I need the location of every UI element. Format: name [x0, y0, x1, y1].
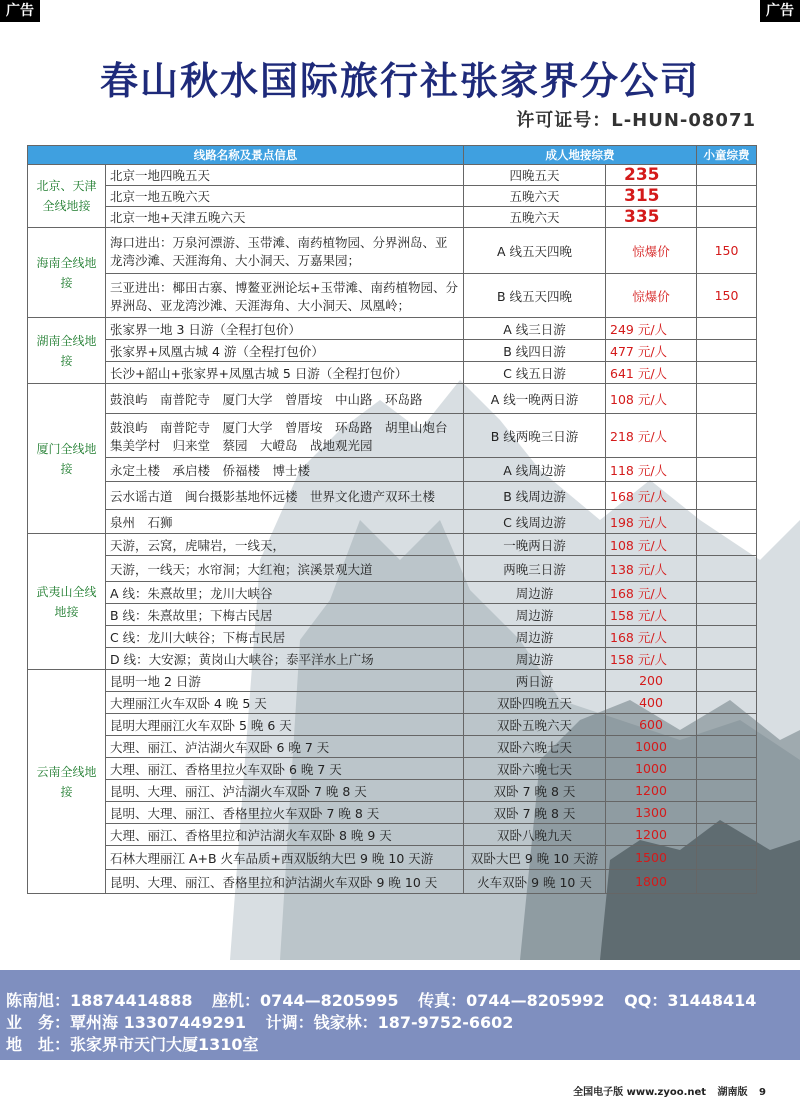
table-row — [28, 626, 757, 648]
child-price-cell — [697, 824, 757, 846]
child-price-cell — [697, 207, 757, 228]
adult-price-cell: 200 — [606, 670, 697, 692]
table-row — [28, 758, 757, 780]
license-number: 许可证号：L-HUN-08071 — [516, 110, 756, 131]
region-label: 北京、天津全线地接 — [28, 165, 106, 228]
package-cell: C 线周边游 — [464, 510, 606, 534]
child-price-cell — [697, 780, 757, 802]
adult-price-cell: 108 元/人 — [606, 384, 697, 414]
package-cell: 四晚五天 — [464, 165, 606, 186]
table-row — [28, 165, 757, 186]
adult-price-cell: 168 元/人 — [606, 582, 697, 604]
child-price-cell — [697, 692, 757, 714]
route-cell: 泉州 石狮 — [106, 510, 464, 534]
package-cell: 火车双卧 9 晚 10 天 — [464, 870, 606, 894]
child-price-cell — [697, 648, 757, 670]
route-cell: 三亚进出：椰田古寨、博鳌亚洲论坛+玉带滩、南药植物园、分界洲岛、亚龙湾沙滩、天涯海角、大小洞天、凤凰岭； — [106, 274, 464, 318]
package-cell: 双卧四晚五天 — [464, 692, 606, 714]
table-row — [28, 556, 757, 582]
route-cell: 昆明、大理、丽江、香格里拉火车双卧 7 晚 8 天 — [106, 802, 464, 824]
route-cell: 鼓浪屿 南普陀寺 厦门大学 曾厝垵 环岛路 胡里山炮台 集美学村 归来堂 蔡园 大嶝岛 战地观光园 — [106, 414, 464, 458]
route-cell: 北京一地+天津五晚六天 — [106, 207, 464, 228]
child-price-cell: 150 — [697, 228, 757, 274]
route-cell: 永定土楼 承启楼 侨福楼 博士楼 — [106, 458, 464, 482]
package-cell: 双卧八晚九天 — [464, 824, 606, 846]
adult-price-cell: 600 — [606, 714, 697, 736]
adult-price-cell: 641 元/人 — [606, 362, 697, 384]
adult-price-cell: 108 元/人 — [606, 534, 697, 556]
child-price-cell — [697, 510, 757, 534]
package-cell: B 线四日游 — [464, 340, 606, 362]
package-cell: B 线周边游 — [464, 482, 606, 510]
child-price-cell — [697, 186, 757, 207]
contact-line-3 — [6, 1034, 796, 1056]
child-price-cell — [697, 714, 757, 736]
route-cell: 大理、丽江、泸沽湖火车双卧 6 晚 7 天 — [106, 736, 464, 758]
child-price-cell — [697, 758, 757, 780]
child-price-cell — [697, 670, 757, 692]
region-label: 武夷山全线地接 — [28, 534, 106, 670]
table-row — [28, 228, 757, 274]
region-label: 海南全线地接 — [28, 228, 106, 318]
table-row — [28, 414, 757, 458]
route-cell: 张家界一地 3 日游（全程打包价） — [106, 318, 464, 340]
package-cell: A 线三日游 — [464, 318, 606, 340]
package-cell: C 线五日游 — [464, 362, 606, 384]
table-row — [28, 870, 757, 894]
route-cell: 鼓浪屿 南普陀寺 厦门大学 曾厝垵 中山路 环岛路 — [106, 384, 464, 414]
adult-price-cell: 1800 — [606, 870, 697, 894]
adult-price-cell: 1200 — [606, 824, 697, 846]
adult-price-cell: 1000 — [606, 758, 697, 780]
adult-price-cell: 惊爆价 — [606, 274, 697, 318]
adult-price-cell: 1300 — [606, 802, 697, 824]
route-cell: 张家界+凤凰古城 4 游（全程打包价） — [106, 340, 464, 362]
route-cell: 大理丽江火车双卧 4 晚 5 天 — [106, 692, 464, 714]
table-row — [28, 692, 757, 714]
footer-edition: 湖南版 — [717, 1087, 748, 1098]
contact-sales: 业 务：覃州海 13307449291 — [6, 1013, 247, 1032]
package-cell: 五晚六天 — [464, 186, 606, 207]
adult-price-cell: 118 元/人 — [606, 458, 697, 482]
route-cell: 天游，一线天；水帘洞；大红袍；滨溪景观大道 — [106, 556, 464, 582]
route-cell: 昆明、大理、丽江、泸沽湖火车双卧 7 晚 8 天 — [106, 780, 464, 802]
header-adult-fee: 成人地接综费 — [464, 146, 697, 165]
child-price-cell — [697, 340, 757, 362]
adult-price-cell: 168 元/人 — [606, 482, 697, 510]
table-row — [28, 482, 757, 510]
route-cell: 天游，云窝，虎啸岩，一线天， — [106, 534, 464, 556]
region-label: 湖南全线地接 — [28, 318, 106, 384]
page-title: 春山秋水国际旅行社张家界分公司 — [99, 59, 700, 103]
table-row — [28, 186, 757, 207]
route-cell: 石林大理丽江 A+B 火车品质+西双版纳大巴 9 晚 10 天游 — [106, 846, 464, 870]
package-cell: 双卧 7 晚 8 天 — [464, 802, 606, 824]
table-row — [28, 824, 757, 846]
table-row — [28, 802, 757, 824]
adult-price-cell: 218 元/人 — [606, 414, 697, 458]
region-label: 厦门全线地接 — [28, 384, 106, 534]
table-row — [28, 458, 757, 482]
adult-price-cell: 158 元/人 — [606, 648, 697, 670]
child-price-cell — [697, 870, 757, 894]
route-cell: 大理、丽江、香格里拉火车双卧 6 晚 7 天 — [106, 758, 464, 780]
route-cell: 北京一地五晚六天 — [106, 186, 464, 207]
package-cell: 两晚三日游 — [464, 556, 606, 582]
table-row — [28, 648, 757, 670]
table-row — [28, 274, 757, 318]
package-cell: 周边游 — [464, 604, 606, 626]
table-row — [28, 846, 757, 870]
header-child-fee: 小童综费 — [697, 146, 757, 165]
table-row — [28, 714, 757, 736]
child-price-cell — [697, 458, 757, 482]
table-row — [28, 318, 757, 340]
package-cell: 双卧大巴 9 晚 10 天游 — [464, 846, 606, 870]
header-route: 线路名称及景点信息 — [28, 146, 464, 165]
adult-price-cell: 158 元/人 — [606, 604, 697, 626]
package-cell: 双卧六晚七天 — [464, 758, 606, 780]
table-row — [28, 582, 757, 604]
adult-price-cell: 235 — [606, 165, 697, 186]
adult-price-cell: 1000 — [606, 736, 697, 758]
table-row — [28, 736, 757, 758]
child-price-cell — [697, 414, 757, 458]
route-cell: 昆明一地 2 日游 — [106, 670, 464, 692]
adult-price-cell: 1500 — [606, 846, 697, 870]
child-price-cell: 150 — [697, 274, 757, 318]
package-cell: B 线两晚三日游 — [464, 414, 606, 458]
child-price-cell — [697, 736, 757, 758]
package-cell: 周边游 — [464, 648, 606, 670]
adult-price-cell: 138 元/人 — [606, 556, 697, 582]
child-price-cell — [697, 626, 757, 648]
adult-price-cell: 315 — [606, 186, 697, 207]
route-cell: A 线：朱熹故里；龙川大峡谷 — [106, 582, 464, 604]
child-price-cell — [697, 534, 757, 556]
package-cell: 双卧六晚七天 — [464, 736, 606, 758]
table-row — [28, 780, 757, 802]
route-cell: B 线：朱熹故里；下梅古民居 — [106, 604, 464, 626]
table-row — [28, 340, 757, 362]
route-cell: 昆明、大理、丽江、香格里拉和泸沽湖火车双卧 9 晚 10 天 — [106, 870, 464, 894]
adult-price-cell: 249 元/人 — [606, 318, 697, 340]
contact-block — [6, 990, 796, 1056]
adult-price-cell: 477 元/人 — [606, 340, 697, 362]
adult-price-cell: 168 元/人 — [606, 626, 697, 648]
child-price-cell — [697, 384, 757, 414]
table-row — [28, 510, 757, 534]
adult-price-cell: 惊爆价 — [606, 228, 697, 274]
footer-page-number: 9 — [759, 1087, 766, 1098]
package-cell: 双卧五晚六天 — [464, 714, 606, 736]
ad-tag-right: 广告 — [760, 0, 800, 22]
package-cell: 五晚六天 — [464, 207, 606, 228]
route-cell: 云水谣古道 闽台摄影基地怀远楼 世界文化遗产双环土楼 — [106, 482, 464, 510]
child-price-cell — [697, 482, 757, 510]
package-cell: A 线一晚两日游 — [464, 384, 606, 414]
table-header-row — [28, 146, 757, 165]
package-cell: B 线五天四晚 — [464, 274, 606, 318]
contact-name-mobile: 陈南旭：18874414888 — [6, 991, 193, 1010]
table-row — [28, 604, 757, 626]
package-cell: 一晚两日游 — [464, 534, 606, 556]
contact-fax: 传真：0744—8205992 — [418, 991, 605, 1010]
ad-tag-left: 广告 — [0, 0, 40, 22]
child-price-cell — [697, 582, 757, 604]
child-price-cell — [697, 318, 757, 340]
package-cell: 两日游 — [464, 670, 606, 692]
contact-address: 地 址：张家界市天门大厦1310室 — [6, 1035, 259, 1054]
route-cell: D 线：大安源；黄岗山大峡谷；泰平洋水上广场 — [106, 648, 464, 670]
route-cell: 大理、丽江、香格里拉和泸沽湖火车双卧 8 晚 9 天 — [106, 824, 464, 846]
contact-planner: 计调：钱家林：187-9752-6602 — [265, 1013, 514, 1032]
child-price-cell — [697, 604, 757, 626]
package-cell: 周边游 — [464, 626, 606, 648]
route-cell: 海口进出：万泉河漂游、玉带滩、南药植物园、分界洲岛、亚龙湾沙滩、天涯海角、大小洞天、万嘉果园； — [106, 228, 464, 274]
route-cell: 昆明大理丽江火车双卧 5 晚 6 天 — [106, 714, 464, 736]
region-label: 云南全线地接 — [28, 670, 106, 894]
table-body — [28, 165, 757, 894]
table-row — [28, 384, 757, 414]
table-row — [28, 670, 757, 692]
tour-price-table — [27, 145, 757, 894]
table-row — [28, 207, 757, 228]
adult-price-cell: 1200 — [606, 780, 697, 802]
table-row — [28, 534, 757, 556]
child-price-cell — [697, 362, 757, 384]
contact-line-1 — [6, 990, 796, 1012]
contact-line-2 — [6, 1012, 796, 1034]
package-cell: 双卧 7 晚 8 天 — [464, 780, 606, 802]
child-price-cell — [697, 802, 757, 824]
child-price-cell — [697, 165, 757, 186]
contact-landline: 座机：0744—8205995 — [212, 991, 399, 1010]
package-cell: A 线五天四晚 — [464, 228, 606, 274]
package-cell: A 线周边游 — [464, 458, 606, 482]
route-cell: 长沙+韶山+张家界+凤凰古城 5 日游（全程打包价） — [106, 362, 464, 384]
footer-site: 全国电子版 www.zyoo.net — [573, 1087, 707, 1098]
route-cell: 北京一地四晚五天 — [106, 165, 464, 186]
child-price-cell — [697, 846, 757, 870]
package-cell: 周边游 — [464, 582, 606, 604]
table-row — [28, 362, 757, 384]
adult-price-cell: 198 元/人 — [606, 510, 697, 534]
page-footer — [573, 1083, 766, 1098]
route-cell: C 线：龙川大峡谷；下梅古民居 — [106, 626, 464, 648]
contact-qq: QQ：31448414 — [624, 991, 757, 1010]
child-price-cell — [697, 556, 757, 582]
adult-price-cell: 400 — [606, 692, 697, 714]
adult-price-cell: 335 — [606, 207, 697, 228]
